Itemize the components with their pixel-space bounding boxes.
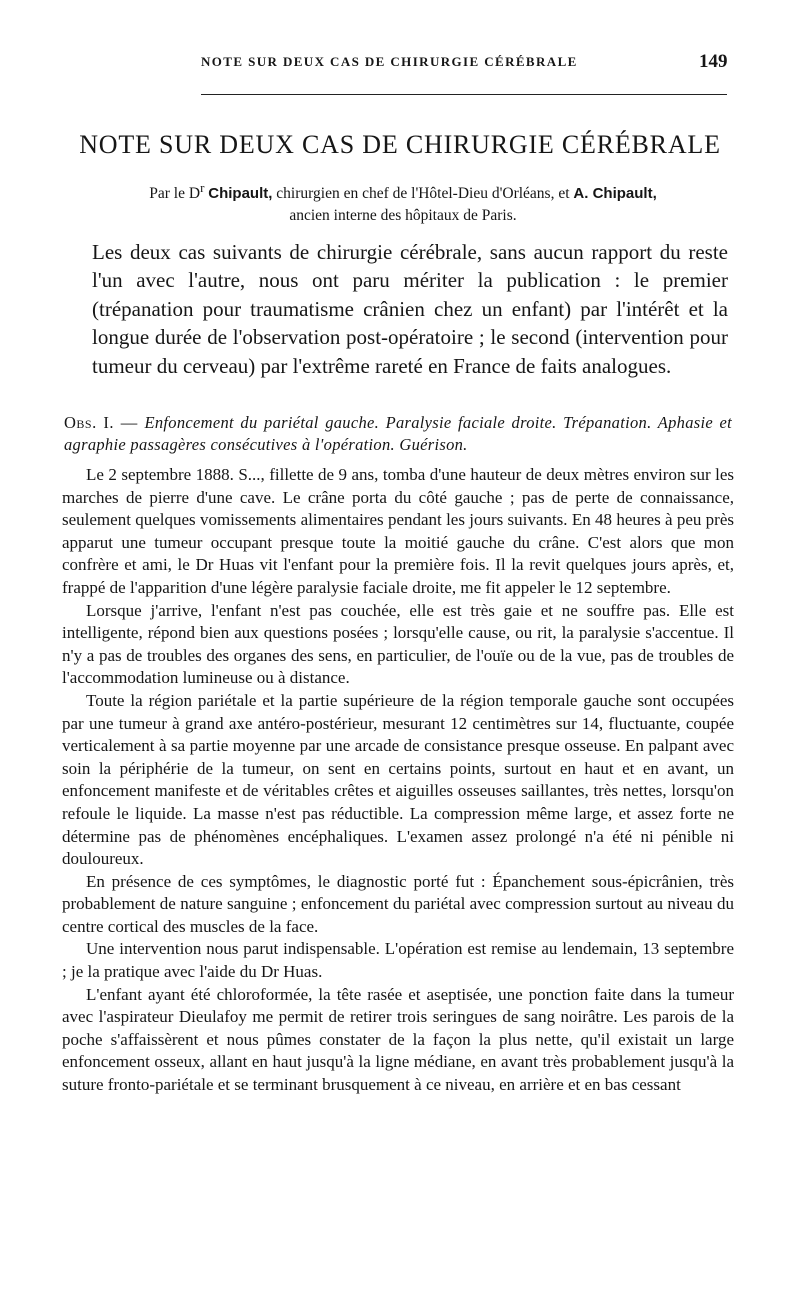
- header-rule: [201, 94, 727, 95]
- body-text: [62, 464, 734, 1097]
- observation-label: Obs. I. —: [64, 413, 145, 432]
- byline-prefix: Par le D: [149, 185, 201, 203]
- byline-prefix-sup: r: [200, 180, 205, 195]
- paragraph: Lorsque j'arrive, l'enfant n'est pas couchée, elle est très gaie et ne souffre pas. Elle est intelligente, répond bien aux questions posées ; lorsqu'elle cause, ou rit, la paralysie s'accentue. Il n'y a pas de troubles des organes des sens, en particulier, de l'ouïe ou de la vue, pas de troubles de l'accommodation lumineuse ou à distance.: [62, 600, 734, 688]
- paragraph: En présence de ces symptômes, le diagnostic porté fut : Épanchement sous-épicrânien, très probablement de nature sanguine ; enfoncement du pariétal avec compression surtout au niveau du centre cortical des muscles de la face.: [62, 871, 734, 936]
- paragraph: Le 2 septembre 1888. S..., fillette de 9 ans, tomba d'une hauteur de deux mètres environ sur les marches de pierre d'une cave. Le crâne porta du côté gauche ; pas de perte de connaissance, seulement quelques vomissements alimentaires pendant les jours suivants. En 48 heures à peu près apparut une tumeur occupant presque toute la moitié gauche du crâne. C'est alors que mon confrère et ami, le Dr Huas vit l'enfant pour la première fois. Il la revit quelques jours après, et, frappé de l'apparition d'une légère paralysie faciale droite, me fit appeler le 12 septembre.: [62, 465, 734, 597]
- running-head: [0, 51, 800, 78]
- paragraph: L'enfant ayant été chloroformée, la tête rasée et aseptisée, une ponction faite dans la tumeur avec l'aspirateur Dieulafoy me permit de retirer trois seringues de sang noirâtre. Les parois de la poche s'affaissèrent et nous pûmes constater de la façon la plus nette, qu'il existait un large enfoncement osseux, allant en haut jusqu'à la ligne médiane, en avant très probablement jusqu'à la suture fronto-pariétale et se terminant brusquement à ce niveau, en arrière et en bas cessant: [62, 984, 734, 1095]
- paragraph: Toute la région pariétale et la partie supérieure de la région temporale gauche sont occupées par une tumeur à grand axe antéro-postérieur, mesurant 12 centimètres sur 14, fluctuante, coupée verticalement à sa partie moyenne par une arcade de consistance presque osseuse. En palpant avec soin la périphérie de la tumeur, on sent en certains points, surtout en haut et en avant, un enfoncement manifeste et de véritables crêtes et aiguilles osseuses saillantes, très nettes, lorsqu'on refoule le liquide. La masse n'est pas réductible. La compression même large, et assez forte ne détermine pas de phénomènes encéphaliques. L'examen assez prolongé n'a été ni pénible ni douloureux.: [62, 690, 734, 869]
- observation-title: Enfoncement du pariétal gauche. Paralysie faciale droite. Trépanation. Aphasie et agraphie passagères consécutives à l'opération. Guérison.: [64, 413, 732, 454]
- running-title: NOTE SUR DEUX CAS DE CHIRURGIE CÉRÉBRALE: [201, 54, 578, 69]
- byline: [78, 177, 728, 227]
- paragraph: Une intervention nous parut indispensable. L'opération est remise au lendemain, 13 septembre ; je la pratique avec l'aide du Dr Huas.: [62, 939, 734, 982]
- author-1: Chipault,: [208, 185, 273, 203]
- byline-role-1: chirurgien en chef de l'Hôtel-Dieu d'Orléans, et: [272, 185, 574, 203]
- observation-heading: [64, 412, 732, 456]
- byline-role-2: ancien interne des hôpitaux de Paris.: [289, 207, 517, 225]
- author-2: A. Chipault,: [573, 185, 657, 203]
- article-title: NOTE SUR DEUX CAS DE CHIRURGIE CÉRÉBRALE: [79, 130, 721, 159]
- intro-paragraph: Les deux cas suivants de chirurgie cérébrale, sans aucun rapport du reste l'un avec l'autre, nous ont paru mériter la publication : le premier (trépanation pour traumatisme crânien chez un enfant) par l'intérêt et la longue durée de l'observation post-opératoire ; le second (intervention pour tumeur du cerveau) par l'extrême rareté en France de faits analogues.: [92, 240, 728, 378]
- page-number: 149: [699, 51, 728, 72]
